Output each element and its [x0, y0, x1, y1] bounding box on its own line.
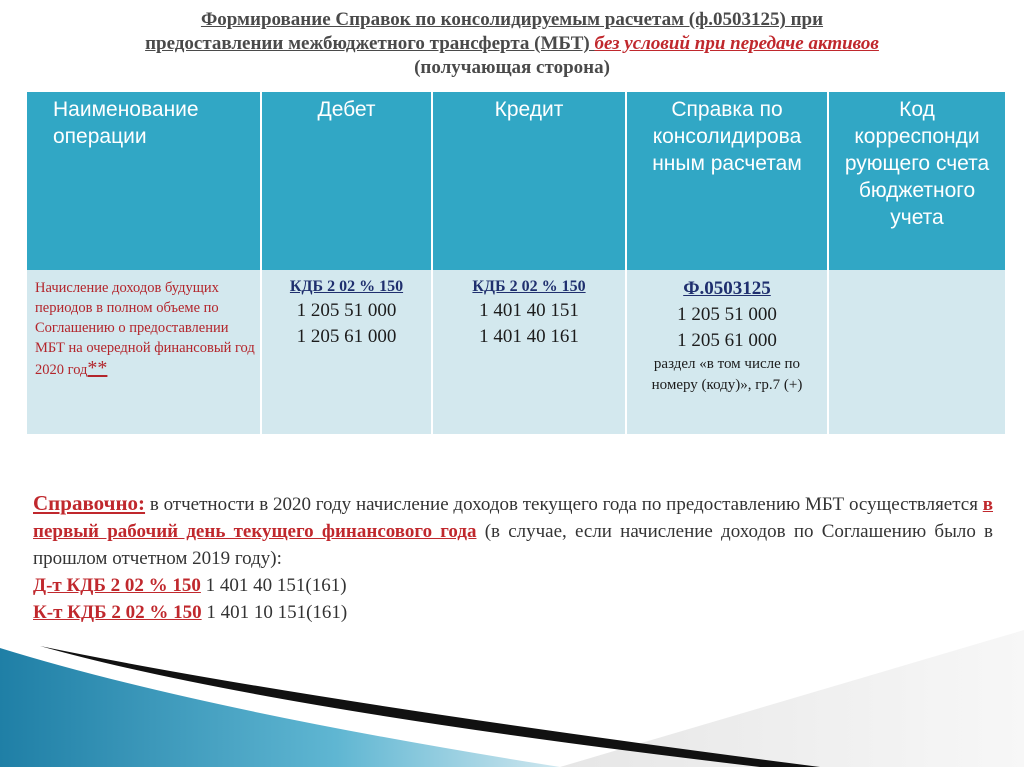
header-operation: Наименование операции: [27, 92, 261, 270]
debit-entry-value: 1 401 40 151(161): [200, 575, 347, 596]
credit-account-1: 1 401 40 151: [479, 300, 579, 321]
cell-code: [828, 270, 1006, 434]
reference-account-1: 1 205 51 000: [677, 304, 777, 325]
credit-kdb: КДБ 2 02 % 150: [472, 278, 586, 295]
reference-section: раздел «в том числе по номеру (коду)», гр.7 (+): [651, 356, 803, 393]
table-row: [27, 270, 1006, 434]
credit-account-2: 1 401 40 161: [479, 326, 579, 347]
debit-kdb: КДБ 2 02 % 150: [289, 278, 404, 295]
reference-account-2: 1 205 61 000: [677, 330, 777, 351]
credit-entry-value: 1 401 10 151(161): [201, 602, 348, 623]
operations-table: [27, 92, 1007, 434]
debit-account-2: 1 205 61 000: [296, 326, 397, 347]
title-line-2: предоставлении межбюджетного трансферта (МБТ): [145, 33, 595, 54]
credit-entry-label: К-т КДБ 2 02 % 150: [33, 602, 202, 623]
cell-credit: [432, 270, 626, 434]
cell-debit: [261, 270, 432, 434]
table-header-row: [27, 92, 1006, 270]
note-emphasis: в первый рабочий день текущего финансового года: [33, 494, 993, 542]
header-code: Код корреспонди рующего счета бюджетного учета: [828, 92, 1006, 270]
operation-text: Начисление доходов будущих периодов в полном объеме по Соглашению о предоставлении МБТ на очередной финансовый год 2020 год: [35, 280, 255, 378]
debit-account-1: 1 205 51 000: [296, 300, 397, 321]
operation-footnote-mark: **: [87, 357, 108, 379]
blue-swoosh: [0, 648, 560, 767]
debit-entry-label: Д-т КДБ 2 02 % 150: [33, 575, 201, 596]
title-line-2-highlight: без условий при передаче активов: [594, 33, 879, 54]
cell-operation: [27, 270, 261, 434]
title-line-1: Формирование Справок по консолидируемым расчетам (ф.0503125) при: [200, 9, 824, 30]
header-reference: Справка по консолидирова нным расчетам: [626, 92, 828, 270]
title-line-3: (получающая сторона): [414, 57, 610, 78]
cell-reference: [626, 270, 828, 434]
header-credit: Кредит: [432, 92, 626, 270]
note-text-2: (в случае, если начисление доходов по Соглашению было в прошлом отчетном 2019 году):: [33, 521, 993, 569]
decorative-swoosh: [0, 590, 1024, 767]
note-label: Справочно:: [33, 491, 146, 515]
reference-form: Ф.0503125: [683, 278, 771, 299]
header-debit: Дебет: [261, 92, 432, 270]
slide-title: [20, 8, 1004, 80]
note-text-1: в отчетности в 2020 году начисление доходов текущего года по предоставлению МБТ осуществляется: [145, 494, 983, 515]
